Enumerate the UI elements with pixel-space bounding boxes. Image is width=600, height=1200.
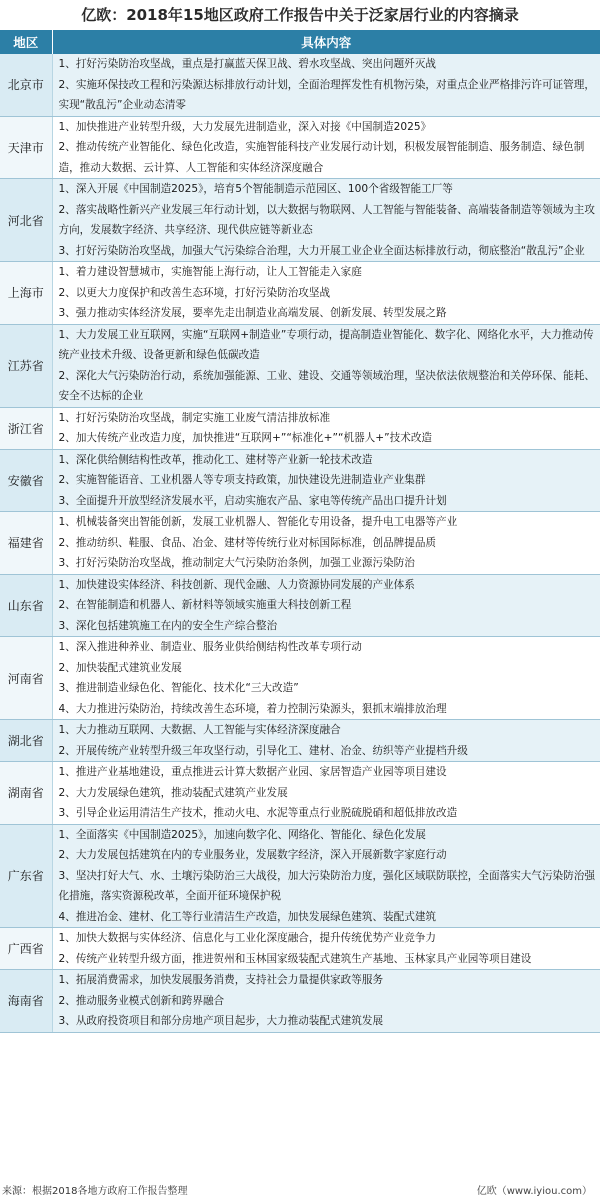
content-item: 3、引导企业运用清洁生产技术，推动火电、水泥等重点行业脱硫脱硝和超低排放改造 (58, 807, 458, 819)
content-item: 3、全面提升开放型经济发展水平，启动实施农产品、家电等传统产品出口提升计划 (58, 494, 447, 507)
region-cell: 天津市 (0, 116, 52, 179)
content-item: 1、深入开展《中国制造2025》，培育5个智能制造示范园区、100个省级智能工厂等 (58, 183, 453, 195)
content-cell (52, 637, 600, 720)
header-region: 地区 (0, 30, 52, 54)
content-item: 2、推动传统产业智能化、绿色化改造，实施智能科技产业发展行动计划，积极发展智能制造、服务制造、绿色制造，推动大数据、云计算、人工智能和实体经济深度融合 (58, 141, 585, 174)
table-row (0, 54, 600, 116)
region-cell: 浙江省 (0, 407, 52, 449)
content-cell (52, 512, 600, 575)
content-item: 2、实施环保技改工程和污染源达标排放行动计划，全面治理挥发性有机物污染，对重点企业严格排污许可证管理，实现“散乱污”企业动态清零 (58, 78, 595, 111)
content-item: 1、加快建设实体经济、科技创新、现代金融、人力资源协同发展的产业体系 (58, 578, 415, 591)
table-row (0, 116, 600, 179)
region-cell: 河北省 (0, 179, 52, 262)
content-item: 2、大力发展包括建筑在内的专业服务业，发展数字经济，深入开展新数字家庭行动 (58, 849, 447, 861)
region-cell: 海南省 (0, 970, 52, 1033)
content-item: 1、着力建设智慧城市，实施智能上海行动，让人工智能走入家庭 (58, 266, 362, 278)
content-item: 4、推进冶金、建材、化工等行业清洁生产改造，加快发展绿色建筑、装配式建筑 (58, 910, 437, 923)
table-row (0, 928, 600, 970)
content-item: 2、落实战略性新兴产业发展三年行动计划，以大数据与物联网、人工智能与智能装备、高端装备制造等领域为主攻方向，发展数字经济、共享经济、现代供应链等新业态 (58, 203, 595, 236)
table-row (0, 824, 600, 928)
content-cell (52, 116, 600, 179)
content-item: 2、以更大力度保护和改善生态环境，打好污染防治攻坚战 (58, 286, 331, 299)
content-item: 3、从政府投资项目和部分房地产项目起步，大力推动装配式建筑发展 (58, 1015, 384, 1027)
content-item: 2、推动服务业模式创新和跨界融合 (58, 994, 225, 1007)
content-item: 3、坚决打好大气、水、土壤污染防治三大战役，加大污染防治力度，强化区域联防联控，全面落实大气污染防治强化措施，落实资源税改革，全面开征环境保护税 (58, 869, 595, 902)
content-item: 3、推进制造业绿色化、智能化、技术化“三大改造” (58, 682, 299, 694)
content-table (0, 30, 600, 1033)
content-item: 4、大力推进污染防治，持续改善生态环境，着力控制污染源头，狠抓末端排放治理 (58, 702, 447, 715)
table-row (0, 324, 600, 407)
table-header-row (0, 30, 600, 54)
table-row (0, 970, 600, 1033)
content-item: 3、打好污染防治攻坚战，加强大气污染综合治理，大力开展工业企业全面达标排放行动，彻底整治“散乱污”企业 (58, 244, 585, 257)
region-cell: 福建省 (0, 512, 52, 575)
region-cell: 安徽省 (0, 449, 52, 512)
region-cell: 湖北省 (0, 720, 52, 762)
table-row (0, 762, 600, 825)
region-cell: 山东省 (0, 574, 52, 637)
content-cell (52, 574, 600, 637)
region-cell: 北京市 (0, 54, 52, 116)
source-note: 来源：根据2018各地方政府工作报告整理 (2, 1186, 188, 1197)
region-cell: 广东省 (0, 824, 52, 928)
content-item: 1、打好污染防治攻坚战，制定实施工业废气清洁排放标准 (58, 411, 331, 424)
content-item: 1、拓展消费需求，加快发展服务消费，支持社会力量提供家政等服务 (58, 974, 384, 986)
content-item: 2、开展传统产业转型升级三年攻坚行动，引导化工、建材、冶金、纺织等产业提档升级 (58, 744, 468, 757)
region-cell: 江苏省 (0, 324, 52, 407)
footer (0, 1183, 600, 1200)
table-row (0, 449, 600, 512)
header-content: 具体内容 (52, 30, 600, 54)
content-item: 1、加快推进产业转型升级，大力发展先进制造业，深入对接《中国制造2025》 (58, 120, 432, 133)
table-row (0, 720, 600, 762)
content-cell (52, 449, 600, 512)
content-cell (52, 720, 600, 762)
content-item: 1、推进产业基地建设，重点推进云计算大数据产业园、家居智造产业园等项目建设 (58, 766, 447, 778)
region-cell: 上海市 (0, 262, 52, 325)
table-row (0, 574, 600, 637)
content-item: 2、大力发展绿色建筑，推动装配式建筑产业发展 (58, 786, 288, 799)
content-item: 1、加快大数据与实体经济、信息化与工业化深度融合，提升传统优势产业竞争力 (58, 932, 437, 944)
content-item: 3、强力推动实体经济发展，要率先走出制造业高端发展、创新发展、转型发展之路 (58, 307, 447, 319)
table-row (0, 637, 600, 720)
table-row (0, 179, 600, 262)
content-cell (52, 970, 600, 1033)
content-item: 1、全面落实《中国制造2025》，加速向数字化、网络化、智能化、绿色化发展 (58, 828, 426, 841)
content-item: 2、在智能制造和机器人、新材料等领域实施重大科技创新工程 (58, 599, 352, 611)
content-item: 2、深化大气污染防治行动，系统加强能源、工业、建设、交通等领域治理，坚决依法依规整治和关停环保、能耗、安全不达标的企业 (58, 369, 595, 402)
content-item: 1、打好污染防治攻坚战，重点是打赢蓝天保卫战、碧水攻坚战、突出问题歼灭战 (58, 58, 437, 70)
content-item: 1、深入推进种养业、制造业、服务业供给侧结构性改革专项行动 (58, 641, 362, 653)
content-cell (52, 179, 600, 262)
table-row (0, 262, 600, 325)
content-item: 3、深化包括建筑施工在内的安全生产综合整治 (58, 619, 278, 632)
content-item: 2、加快装配式建筑业发展 (58, 661, 182, 674)
table-body (0, 54, 600, 1032)
content-cell (52, 407, 600, 449)
content-item: 1、大力推动互联网、大数据、人工智能与实体经济深度融合 (58, 724, 341, 736)
content-item: 2、加大传统产业改造力度，加快推进“互联网+”“标准化+”“机器人+”技术改造 (58, 432, 433, 444)
content-item: 2、推动纺织、鞋服、食品、冶金、建材等传统行业对标国际标准，创品牌提品质 (58, 536, 437, 549)
content-item: 3、打好污染防治攻坚战，推动制定大气污染防治条例，加强工业源污染防治 (58, 557, 415, 569)
content-cell (52, 762, 600, 825)
table-row (0, 407, 600, 449)
region-cell: 广西省 (0, 928, 52, 970)
content-cell (52, 324, 600, 407)
page-title: 亿欧：2018年15地区政府工作报告中关于泛家居行业的内容摘录 (81, 6, 519, 24)
content-item: 2、传统产业转型升级方面，推进贺州和玉林国家级装配式建筑生产基地、玉林家具产业园等项目建设 (58, 952, 532, 965)
content-item: 1、深化供给侧结构性改革，推动化工、建材等产业新一轮技术改造 (58, 453, 373, 466)
content-cell (52, 262, 600, 325)
region-cell: 湖南省 (0, 762, 52, 825)
content-item: 1、大力发展工业互联网，实施“互联网+制造业”专项行动，提高制造业智能化、数字化、网络化水平，大力推动传统产业技术升级、设备更新和绿色低碳改造 (58, 328, 594, 361)
brand-credit: 亿欧（www.iyiou.com） (476, 1186, 592, 1197)
region-cell: 河南省 (0, 637, 52, 720)
content-cell (52, 54, 600, 116)
table-row (0, 512, 600, 575)
content-item: 1、机械装备突出智能创新，发展工业机器人、智能化专用设备，提升电工电器等产业 (58, 516, 458, 528)
content-cell (52, 928, 600, 970)
content-item: 2、实施智能语音、工业机器人等专项支持政策，加快建设先进制造业产业集群 (58, 474, 426, 486)
content-cell (52, 824, 600, 928)
